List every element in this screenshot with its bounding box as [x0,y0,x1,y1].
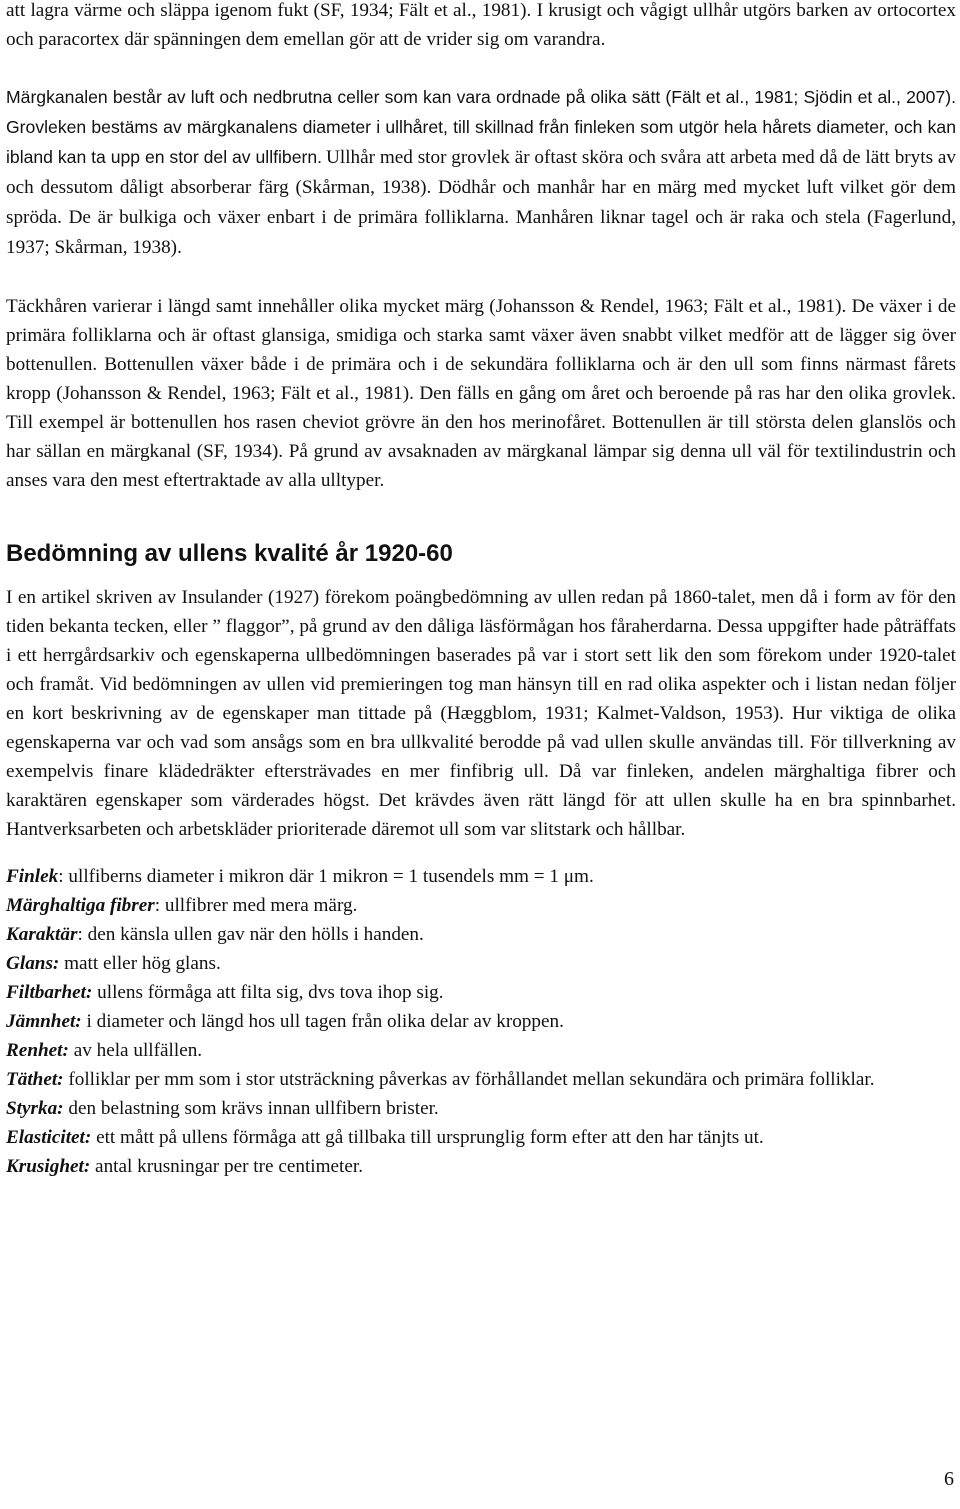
definition-item [6,920,956,949]
body-paragraph-1: att lagra värme och släppa igenom fukt (SF, 1934; Fält et al., 1981). I krusigt och vågigt ullhår utgörs barken av ortocortex och paracortex där spänningen dem emellan gör att de vrider sig om varandra. [6,0,956,50]
definition-item [6,949,956,978]
definition-item [6,978,956,1007]
list-gap [6,844,956,862]
paragraph-gap [6,54,956,83]
page-number: 6 [944,1468,954,1490]
definition-term: Karaktär [6,924,78,945]
definition-item [6,891,956,920]
paragraph-gap [6,263,956,292]
definition-term: Elasticitet: [6,1127,92,1148]
definition-item [6,1152,956,1181]
definition-text: antal krusningar per tre centimeter. [95,1156,364,1177]
heading-gap [6,569,956,583]
definition-term: Finlek [6,866,59,887]
definition-item [6,1036,956,1065]
body-paragraph-2-sans: Märgkanalen består av luft och nedbrutna celler som kan vara ordnade på olika sätt (Fält et al., 1981; Sjödin et al., 2007). Grovleken bestäms av märgkanalens diameter i ullhåret, till skillnad från finleken som utgör hela hårets diameter, och kan ibland kan ta upp en stor del av ullfibern. [6,87,956,167]
definition-term: Jämnhet: [6,1011,82,1032]
definition-text: matt eller hög glans. [64,953,221,974]
definition-text: i diameter och längd hos ull tagen från olika delar av kroppen. [86,1011,564,1032]
definition-item [6,1065,956,1094]
document-page [6,0,956,1181]
definition-separator: : [58,866,69,887]
definition-text: ullfibrer med mera märg. [164,895,358,916]
section-paragraph: I en artikel skriven av Insulander (1927) förekom poängbedömning av ullen redan på 1860-talet, men då i form av för den tiden bekanta tecken, eller ” flaggor”, på grund av den dåliga läsförmågan hos fåraherdarna. Dessa uppgifter hade påträffats i ett herrgårdsarkiv och egenskaperna ullbedömningen baserades på var i stort sett lik den som förekom under 1920-talet och framåt. Vid bedömningen av ullen vid premieringen tog man hänsyn till en rad olika aspekter och i listan nedan följer en kort beskrivning av de egenskaper man tittade på (Hæggblom, 1931; Kalmet-Valdson, 1953). Hur viktiga de olika egenskaperna var och vad som ansågs som en bra ullkvalité berodde på vad ullen skulle användas till. För tillverkning av exempelvis finare klädedräkter eftersträvades en mer finfibrig ull. Då var finleken, andelen märghaltiga fibrer och karaktären egenskaper som värderades högst. Det krävdes även rätt längd för att ullen skulle ha en bra spinnbarhet. Hantverksarbeten och arbetskläder prioriterade däremot ull som var slitstark och hållbar. [6,587,956,840]
definition-separator: : [154,895,165,916]
definition-item [6,1123,956,1152]
definition-item [6,1094,956,1123]
definition-term: Glans: [6,953,60,974]
definition-separator: : [77,924,88,945]
section-gap [6,495,956,539]
definition-term: Filtbarhet: [6,982,93,1003]
definition-term: Styrka: [6,1098,64,1119]
definition-term: Täthet: [6,1069,64,1090]
definition-text: den belastning som krävs innan ullfibern brister. [68,1098,439,1119]
definition-term: Märghaltiga fibrer [6,895,155,916]
definition-text: den känsla ullen gav när den hölls i handen. [87,924,424,945]
definition-item [6,1007,956,1036]
body-paragraph-2-serif: Ullhår med stor grovlek är oftast sköra och svåra att arbeta med då de lätt bryts av och dessutom dåligt absorberar färg (Skårman, 1938). Dödhår och manhår har en märg med mycket luft vilket gör dem spröda. De är bulkiga och växer enbart i de primära folliklarna. Manhåren liknar tagel och är raka och stela (Fagerlund, 1937; Skårman, 1938). [6,147,956,258]
section-heading: Bedömning av ullens kvalité år 1920-60 [6,540,453,567]
definition-text: ullfiberns diameter i mikron där 1 mikron = 1 tusendels mm = 1 μm. [68,866,594,887]
definition-text: ullens förmåga att filta sig, dvs tova ihop sig. [97,982,444,1003]
definition-text: av hela ullfällen. [73,1040,203,1061]
body-paragraph-3: Täckhåren varierar i längd samt innehåller olika mycket märg (Johansson & Rendel, 1963; Fält et al., 1981). De växer i de primära folliklarna och är oftast glansiga, smidiga och starka samt växer även snabbt vilket medför att de lägger sig över bottenullen. Bottenullen växer både i de primära och i de sekundära folliklarna och är den ull som finns närmast fårets kropp (Johansson & Rendel, 1963; Fält et al., 1981). Den fälls en gång om året och beroende på ras har den olika grovlek. Till exempel är bottenullen hos rasen cheviot grövre än den hos merinofåret. Bottenullen är till största delen glanslös och har sällan en märgkanal (SF, 1934). På grund av avsaknaden av märgkanal lämpar sig denna ull väl för textilindustrin och anses vara den mest eftertraktade av alla ulltyper. [6,296,956,491]
definition-list [6,862,956,1181]
definition-item [6,862,956,891]
definition-term: Krusighet: [6,1156,91,1177]
definition-term: Renhet: [6,1040,69,1061]
definition-text: ett mått på ullens förmåga att gå tillbaka till ursprunglig form efter att den har tänjts ut. [96,1127,764,1148]
definition-text: folliklar per mm som i stor utsträckning påverkas av förhållandet mellan sekundära och primära folliklar. [68,1069,875,1090]
body-paragraph-2 [6,83,956,263]
